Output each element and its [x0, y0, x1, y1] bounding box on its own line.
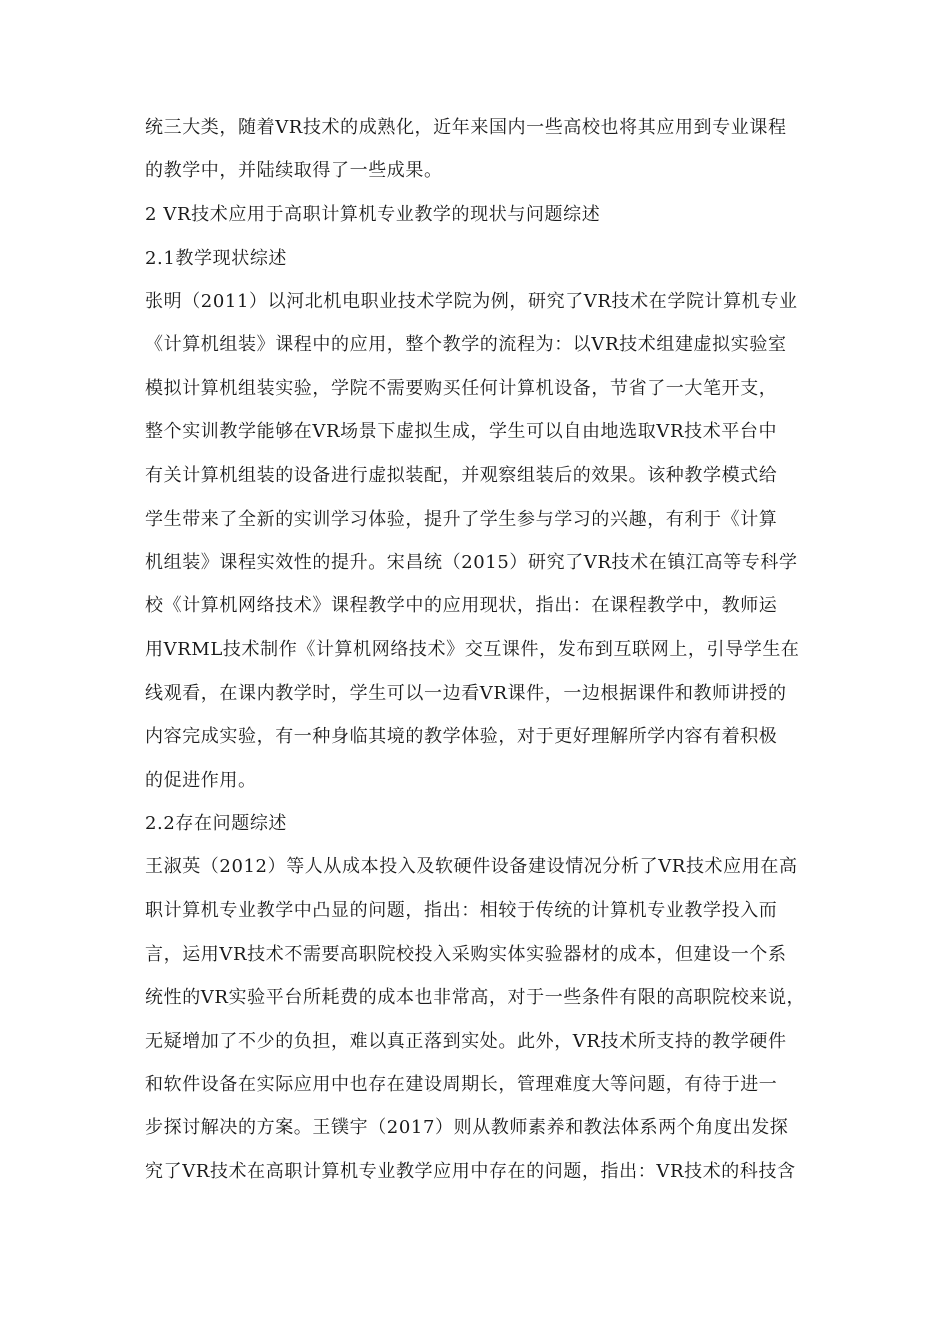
paragraph-line: 线观看，在课内教学时，学生可以一边看VR课件，一边根据课件和教师讲授的 — [145, 683, 787, 704]
paragraph-line: 用VRML技术制作《计算机网络技术》交互课件，发布到互联网上，引导学生在 — [145, 639, 800, 660]
paragraph-line: 统性的VR实验平台所耗费的成本也非常高，对于一些条件有限的高职院校来说， — [145, 987, 806, 1008]
paragraph-line: 统三大类，随着VR技术的成熟化，近年来国内一些高校也将其应用到专业课程 — [145, 117, 787, 138]
paragraph-line: 模拟计算机组装实验，学院不需要购买任何计算机设备，节省了一大笔开支， — [145, 378, 778, 399]
section-heading: 2 VR技术应用于高职计算机专业教学的现状与问题综述 — [145, 204, 601, 225]
paragraph-line: 机组装》课程实效性的提升。宋昌统（2015）研究了VR技术在镇江高等专科学 — [145, 552, 798, 573]
paragraph-line: 和软件设备在实际应用中也存在建设周期长，管理难度大等问题，有待于进一 — [145, 1074, 778, 1095]
paragraph-line: 言，运用VR技术不需要高职院校投入采购实体实验器材的成本，但建设一个系 — [145, 944, 787, 965]
paragraph-line: 张明（2011）以河北机电职业技术学院为例，研究了VR技术在学院计算机专业 — [145, 291, 798, 312]
subsection-heading: 2.1教学现状综述 — [145, 248, 288, 269]
paragraph-line: 内容完成实验，有一种身临其境的教学体验，对于更好理解所学内容有着积极 — [145, 726, 778, 747]
paragraph-line: 的教学中，并陆续取得了一些成果。 — [145, 160, 443, 181]
paragraph-line: 整个实训教学能够在VR场景下虚拟生成，学生可以自由地选取VR技术平台中 — [145, 421, 778, 442]
subsection-heading: 2.2存在问题综述 — [145, 813, 288, 834]
paragraph-line: 学生带来了全新的实训学习体验，提升了学生参与学习的兴趣，有利于《计算 — [145, 509, 778, 530]
paragraph-line: 王淑英（2012）等人从成本投入及软硬件设备建设情况分析了VR技术应用在高 — [145, 856, 798, 877]
paragraph-line: 校《计算机网络技术》课程教学中的应用现状，指出：在课程教学中，教师运 — [145, 595, 778, 616]
paragraph-line: 究了VR技术在高职计算机专业教学应用中存在的问题，指出：VR技术的科技含 — [145, 1161, 796, 1182]
paragraph-line: 的促进作用。 — [145, 770, 257, 791]
paragraph-line: 职计算机专业教学中凸显的问题，指出：相较于传统的计算机专业教学投入而 — [145, 900, 778, 921]
paragraph-line: 步探讨解决的方案。王镤宇（2017）则从教师素养和教法体系两个角度出发探 — [145, 1117, 789, 1138]
paragraph-line: 《计算机组装》课程中的应用，整个教学的流程为：以VR技术组建虚拟实验室 — [145, 334, 787, 355]
paragraph-line: 无疑增加了不少的负担，难以真正落到实处。此外，VR技术所支持的教学硬件 — [145, 1031, 787, 1052]
paragraph-line: 有关计算机组装的设备进行虚拟装配，并观察组装后的效果。该种教学模式给 — [145, 465, 778, 486]
